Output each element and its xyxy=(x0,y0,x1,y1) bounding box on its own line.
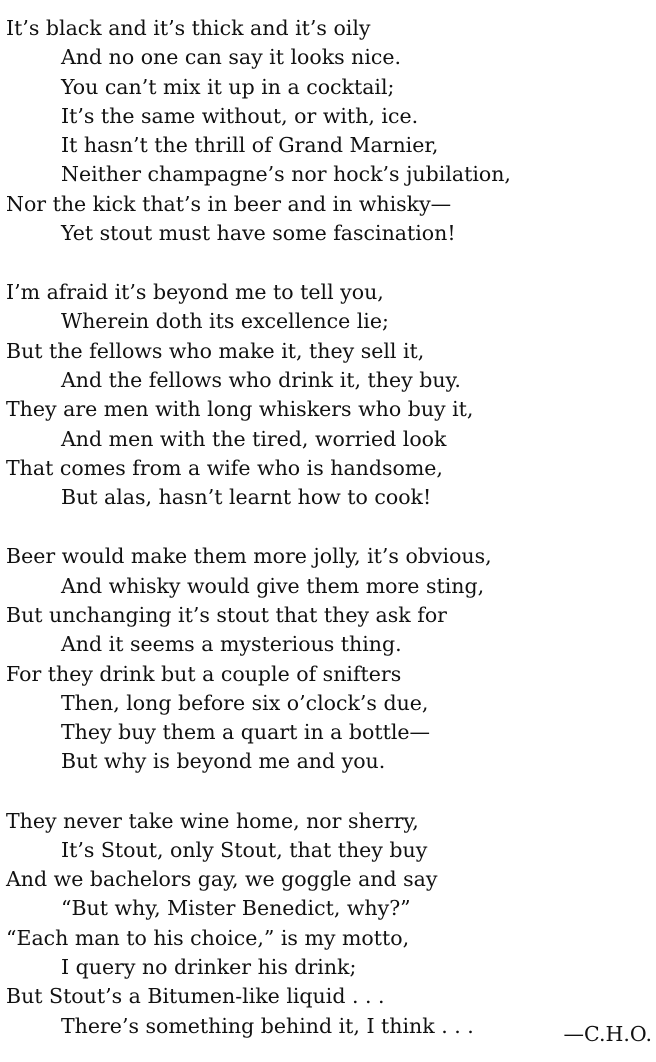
stanza-break xyxy=(6,248,652,278)
poem-line: But the fellows who make it, they sell it, xyxy=(6,338,425,363)
poem-line: And we bachelors gay, we goggle and say xyxy=(6,867,438,892)
poem-line: But why is beyond me and you. xyxy=(61,749,386,774)
poem-line: You can’t mix it up in a cocktail; xyxy=(61,74,395,99)
poem-line: There’s something behind it, I think . . . xyxy=(61,1013,474,1038)
poem-line: It’s the same without, or with, ice. xyxy=(61,103,419,128)
poem-line: They buy them a quart in a bottle— xyxy=(61,720,431,745)
author-signature: —C.H.O. xyxy=(563,1022,652,1046)
poem-line: But Stout’s a Bitumen-like liquid . . . xyxy=(6,984,385,1009)
poem-line: “Each man to his choice,” is my motto, xyxy=(6,925,410,950)
poem-line: I query no drinker his drink; xyxy=(61,955,357,979)
stanza xyxy=(6,278,652,512)
poem-line: It’s black and it’s thick and it’s oily xyxy=(6,16,371,40)
poem-line: They never take wine home, nor sherry, xyxy=(6,808,419,833)
poem-line: For they drink but a couple of snifters xyxy=(6,661,402,686)
poem-line: And men with the tired, worried look xyxy=(61,426,447,451)
poem-line: But alas, hasn’t learnt how to cook! xyxy=(61,485,432,510)
poem-line: But unchanging it’s stout that they ask for xyxy=(6,602,447,627)
poem-line: Then, long before six o’clock’s due, xyxy=(61,690,429,715)
stanza-break xyxy=(6,513,652,543)
poem-line: And it seems a mysterious thing. xyxy=(61,632,402,657)
poem-line: Yet stout must have some fascination! xyxy=(61,221,456,246)
poem-line: Wherein doth its excellence lie; xyxy=(61,309,389,334)
poem-line: I’m afraid it’s beyond me to tell you, xyxy=(6,280,384,305)
stanza xyxy=(6,807,652,1041)
poem-line: And the fellows who drink it, they buy. xyxy=(61,368,461,393)
stanza-break xyxy=(6,777,652,807)
poem-line: It hasn’t the thrill of Grand Marnier, xyxy=(61,133,439,158)
poem-line: “But why, Mister Benedict, why?” xyxy=(61,896,411,921)
poem-line: It’s Stout, only Stout, that they buy xyxy=(61,837,428,862)
stanza xyxy=(6,14,652,248)
poem-line: Neither champagne’s nor hock’s jubilation, xyxy=(61,162,511,187)
poem-line: Nor the kick that’s in beer and in whisky— xyxy=(6,191,452,216)
poem-line: And whisky would give them more sting, xyxy=(61,573,485,598)
poem-line: Beer would make them more jolly, it’s obvious, xyxy=(6,544,492,569)
poem-line: They are men with long whiskers who buy it, xyxy=(6,397,474,422)
poem xyxy=(6,14,652,1041)
poem-line: That comes from a wife who is handsome, xyxy=(6,455,443,480)
stanza xyxy=(6,542,652,776)
poem-line: And no one can say it looks nice. xyxy=(61,45,402,70)
